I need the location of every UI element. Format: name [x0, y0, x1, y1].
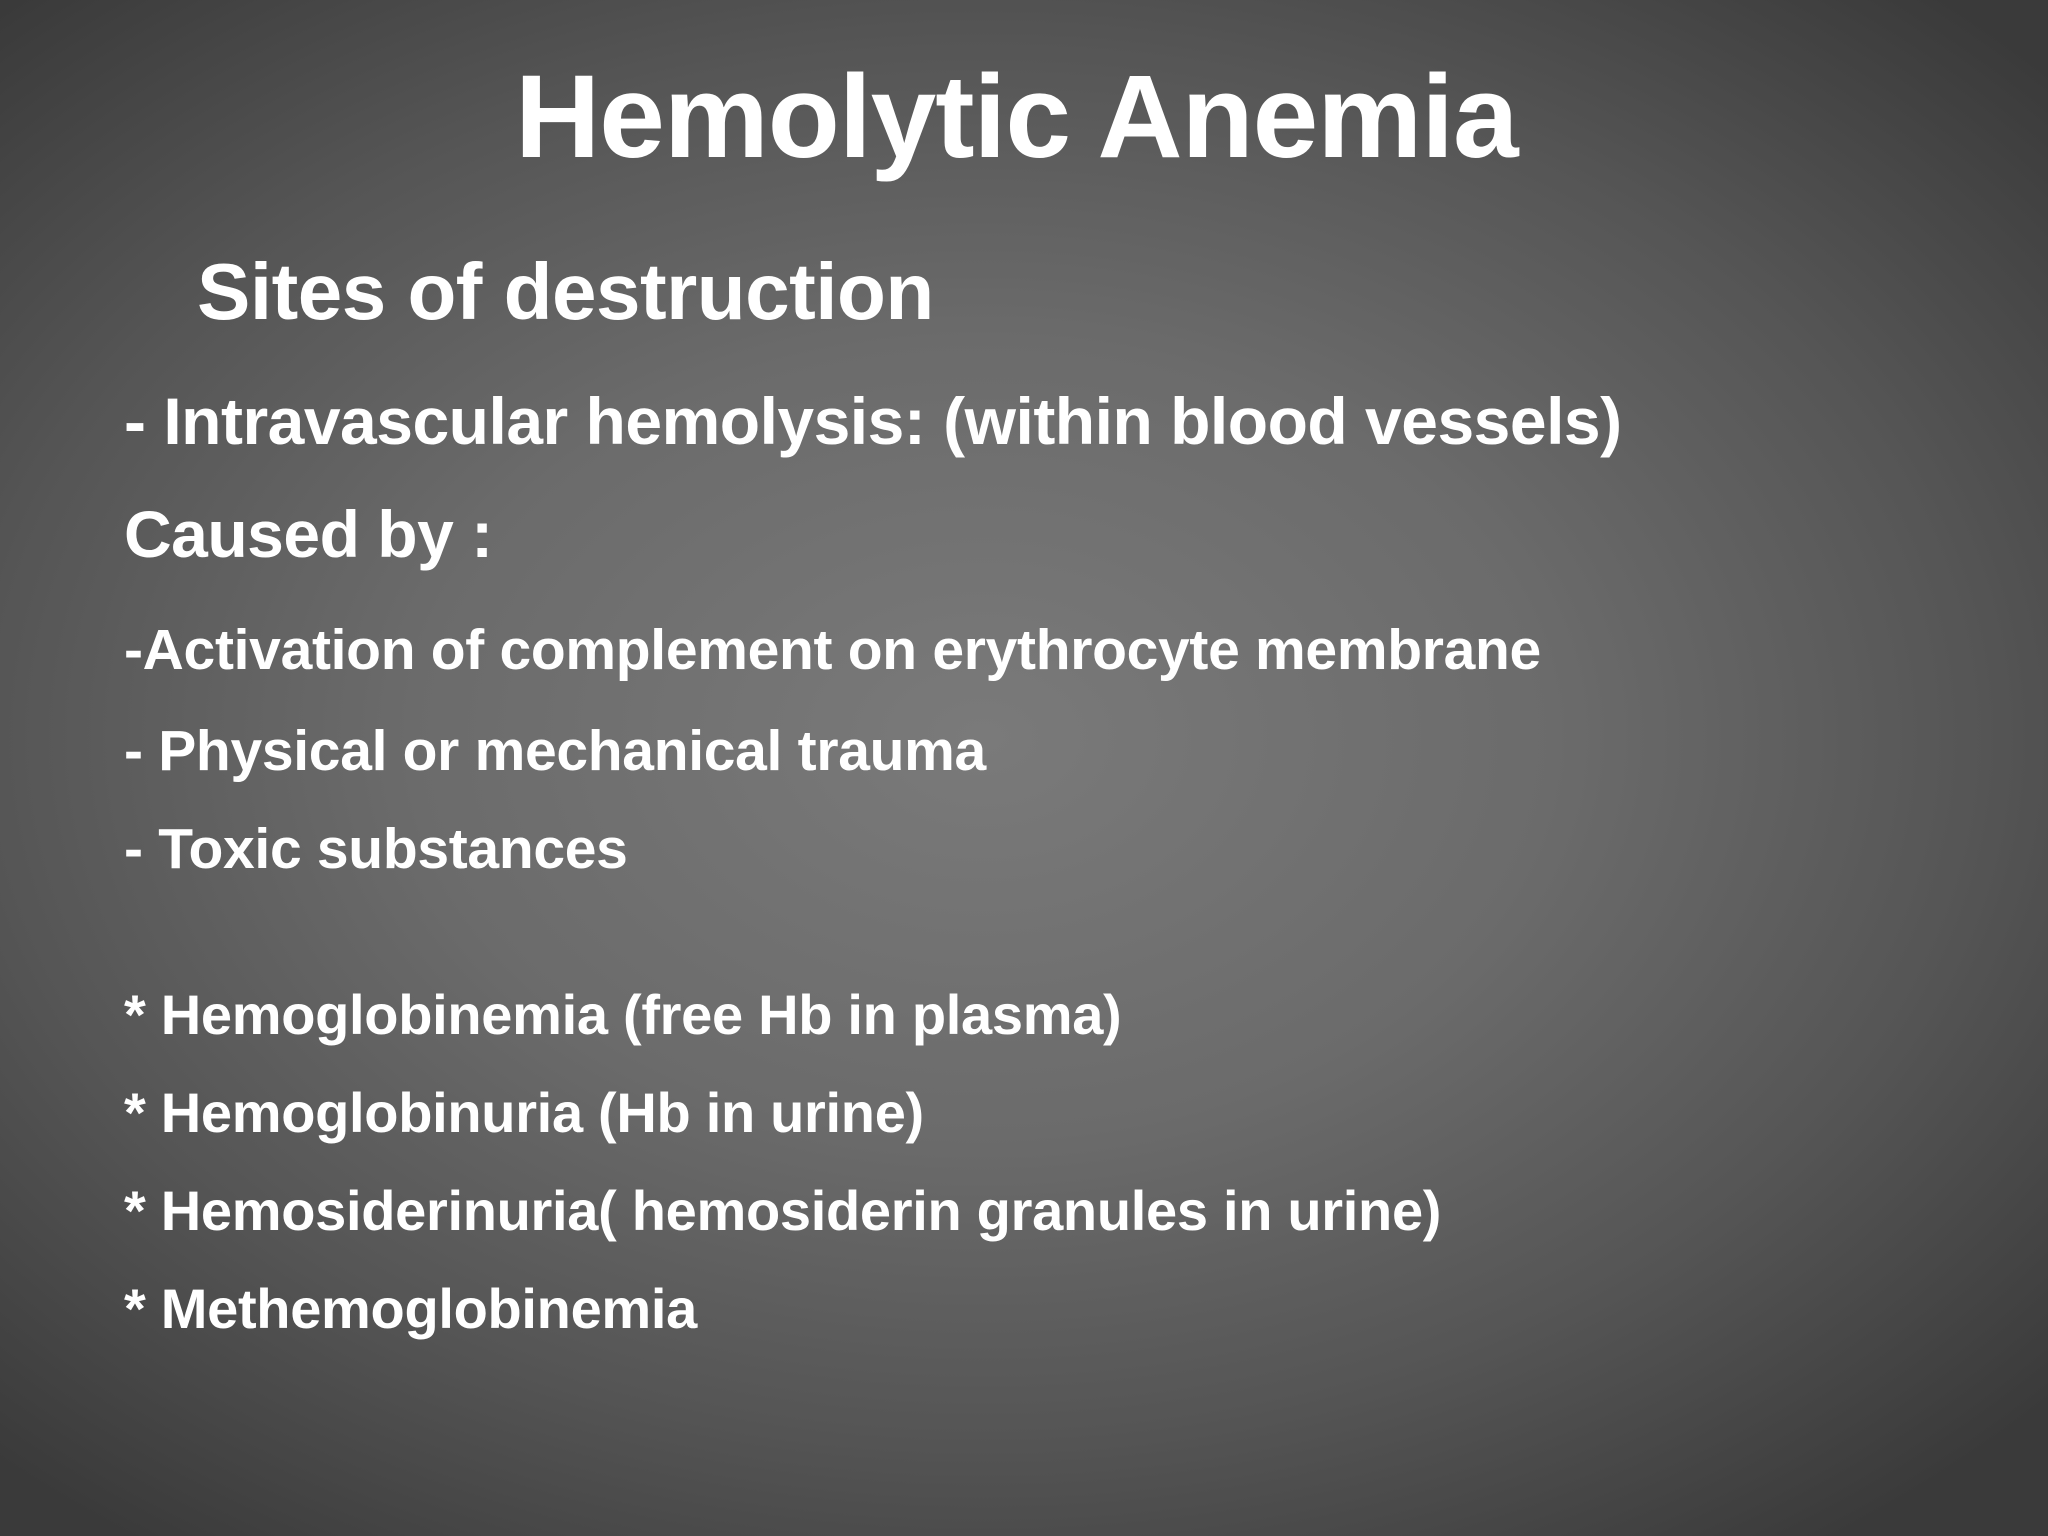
finding-hemoglobinuria: * Hemoglobinuria (Hb in urine) [124, 1081, 924, 1144]
cause-item-complement: -Activation of complement on erythrocyte membrane [124, 618, 1541, 682]
intravascular-hemolysis-line: - Intravascular hemolysis: (within blood vessels) [124, 384, 1622, 458]
finding-hemoglobinemia: * Hemoglobinemia (free Hb in plasma) [124, 983, 1122, 1046]
slide-subtitle: Sites of destruction [197, 247, 934, 336]
finding-hemosiderinuria: * Hemosiderinuria( hemosiderin granules in urine) [124, 1179, 1442, 1242]
cause-item-trauma: - Physical or mechanical trauma [124, 719, 986, 783]
caused-by-line: Caused by : [124, 497, 493, 571]
finding-methemoglobinemia: * Methemoglobinemia [124, 1277, 698, 1340]
slide-title: Hemolytic Anemia [515, 51, 1518, 183]
cause-item-toxic: - Toxic substances [124, 817, 628, 881]
